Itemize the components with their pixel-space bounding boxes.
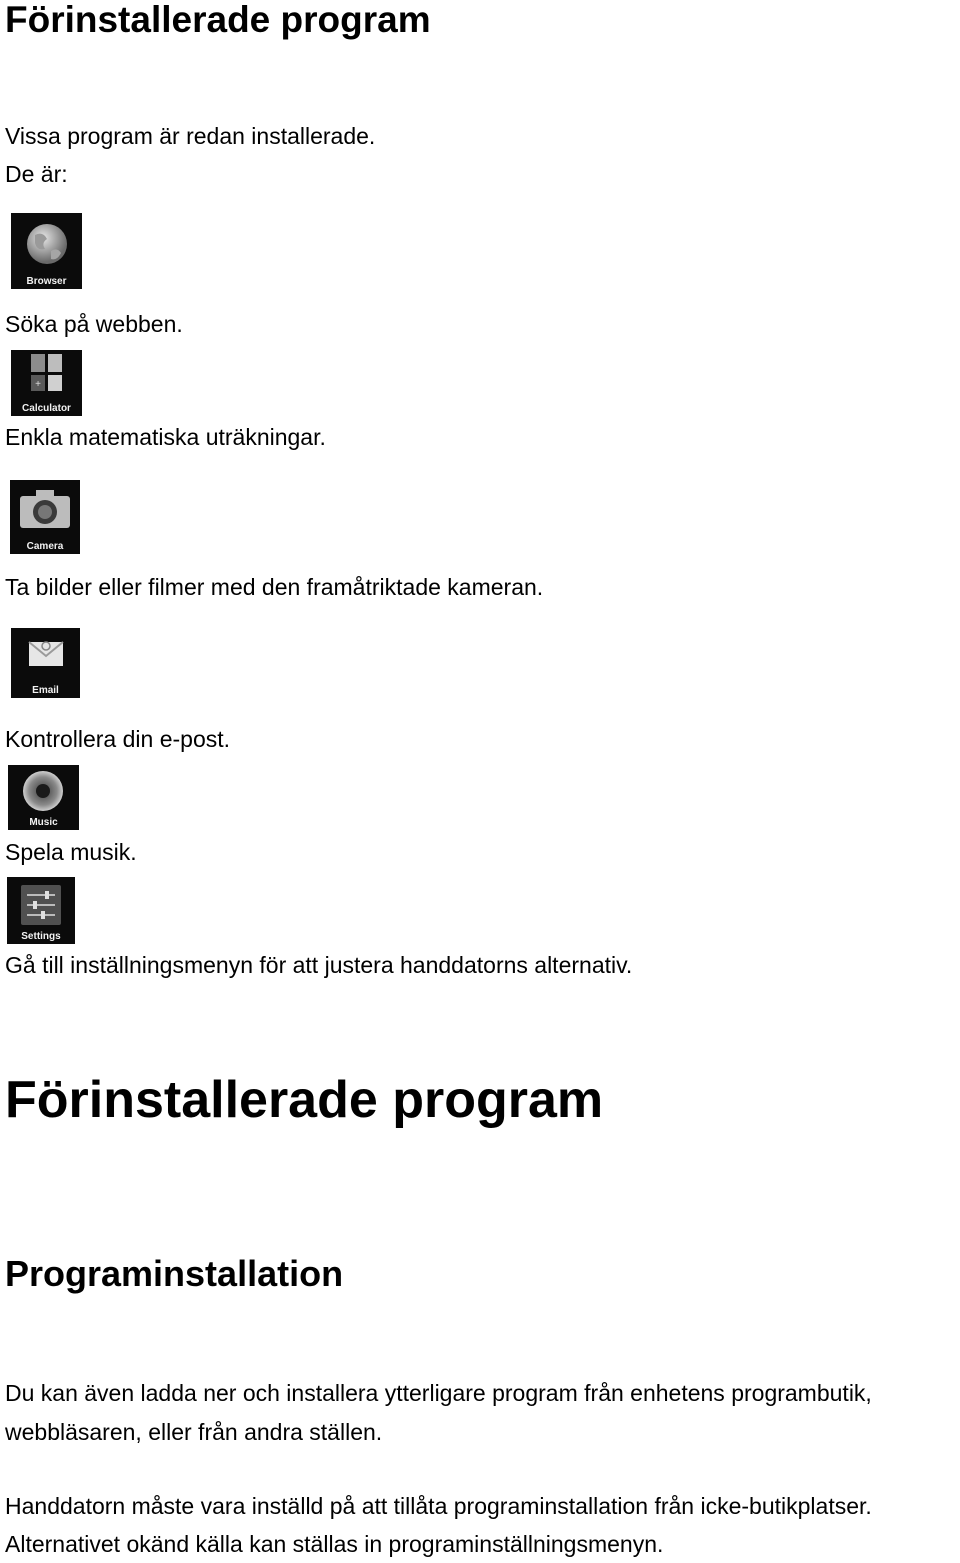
- camera-icon-label: Camera: [26, 541, 64, 552]
- intro-text: Vissa program är redan installerade.: [5, 123, 376, 149]
- settings-icon[interactable]: [7, 877, 75, 944]
- settings-icon-label: Settings: [21, 931, 61, 942]
- calculator-icon[interactable]: [11, 350, 82, 416]
- music-icon-label: Music: [29, 817, 58, 828]
- calculator-description: Enkla matematiska uträkningar.: [5, 424, 326, 450]
- section-title: Förinstallerade program: [5, 1071, 604, 1129]
- browser-description: Söka på webben.: [5, 311, 183, 337]
- paragraph-1-line-1: Du kan även ladda ner och installera ytterligare program från enhetens programbutik,: [5, 1380, 872, 1406]
- settings-description: Gå till inställningsmenyn för att justera handdatorns alternativ.: [5, 952, 633, 978]
- paragraph-1-line-2: webbläsaren, eller från andra ställen.: [5, 1419, 383, 1445]
- browser-icon-label: Browser: [26, 276, 67, 287]
- paragraph-2-line-1: Handdatorn måste vara inställd på att tillåta programinstallation från icke-butikplatser.: [5, 1493, 872, 1519]
- svg-text:+: +: [35, 379, 41, 390]
- page-title: Förinstallerade program: [5, 0, 431, 40]
- email-description: Kontrollera din e-post.: [5, 726, 231, 752]
- paragraph-2-line-2: Alternativet okänd källa kan ställas in programinställningsmenyn.: [5, 1531, 664, 1557]
- section-subtitle: Programinstallation: [5, 1253, 344, 1294]
- camera-icon[interactable]: [10, 480, 80, 554]
- music-description: Spela musik.: [5, 839, 137, 865]
- calculator-icon-label: Calculator: [22, 403, 71, 414]
- email-icon-label: Email: [32, 685, 59, 696]
- email-icon[interactable]: [11, 628, 80, 698]
- browser-icon[interactable]: [11, 213, 82, 289]
- intro-text-2: De är:: [5, 161, 68, 187]
- music-icon[interactable]: [8, 765, 79, 830]
- camera-description: Ta bilder eller filmer med den framåtriktade kameran.: [5, 574, 544, 600]
